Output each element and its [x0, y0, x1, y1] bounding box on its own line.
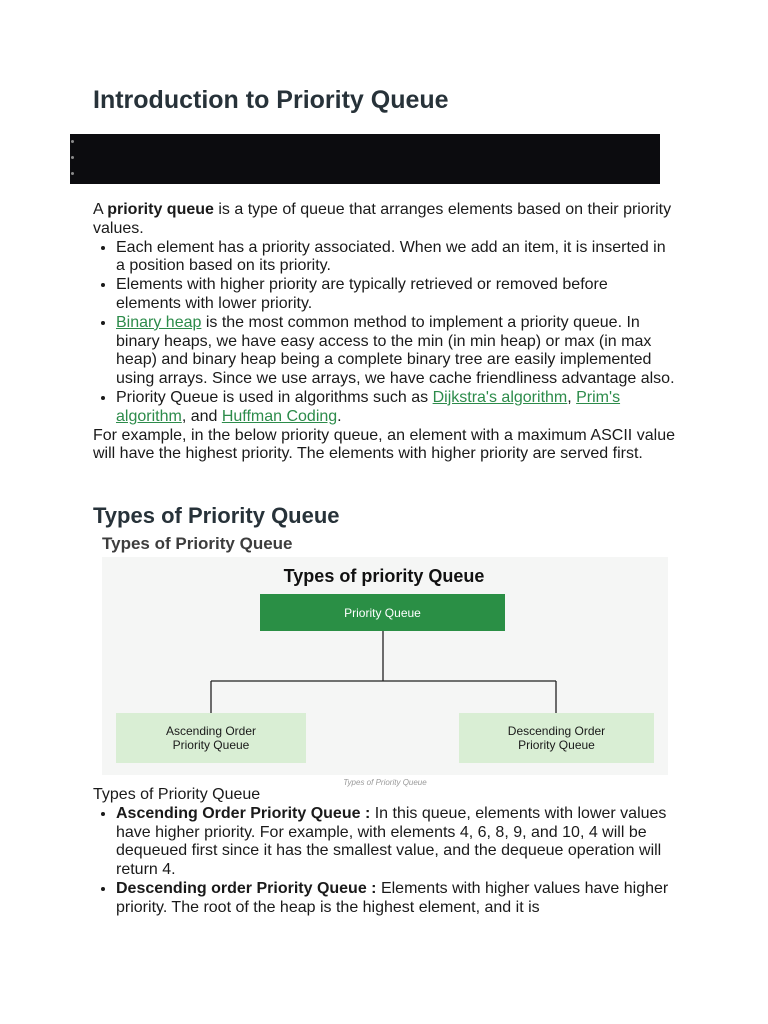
list-item	[116, 805, 675, 880]
article-body	[93, 201, 675, 464]
node-label: Priority Queue	[172, 738, 250, 752]
section-title: Types of Priority Queue	[93, 503, 340, 528]
separator: , and	[181, 407, 222, 425]
page-title: Introduction to Priority Queue	[93, 86, 449, 114]
ascending-label: Ascending Order Priority Queue :	[116, 804, 375, 822]
list-item-text: Priority Queue is used in algorithms such as	[116, 388, 433, 406]
prims-link[interactable]: Prim's algorithm	[116, 388, 621, 425]
figure-caption-top: Types of Priority Queue	[102, 534, 293, 553]
descending-node	[459, 713, 654, 763]
list-item	[116, 314, 675, 389]
list-item-text: Elements with higher values have higher priority. The root of the heap is the highest element, and it is	[116, 879, 669, 916]
list-item	[116, 880, 675, 918]
intro-paragraph	[93, 201, 675, 239]
node-label: Ascending Order	[165, 724, 257, 738]
list-item-text: Each element has a priority associated. When we add an item, it is inserted in a position based on its priority.	[116, 238, 666, 275]
binary-heap-link[interactable]: Binary heap	[116, 313, 202, 331]
separator: ,	[567, 388, 577, 406]
dijkstra-link[interactable]: Dijkstra's algorithm	[432, 388, 568, 406]
bullet-dot	[71, 172, 74, 175]
intro-suffix: is a type of queue that arranges elements based on their priority values.	[93, 201, 672, 237]
intro-bold-term: priority queue	[107, 201, 214, 218]
figure-caption: Types of Priority Queue	[93, 786, 261, 803]
types-list	[93, 805, 675, 918]
node-label: Priority Queue	[518, 738, 595, 752]
diagram-watermark-caption: Types of Priority Queue	[343, 778, 427, 787]
diagram-title: Types of priority Queue	[283, 566, 485, 586]
list-item	[116, 239, 675, 277]
example-paragraph: For example, in the below priority queue, an element with a maximum ASCII value will have the highest priority. The elements with higher priority are served first.	[93, 426, 675, 463]
bullet-dot	[71, 156, 74, 159]
list-item-text: In this queue, elements with lower values have higher priority. For example, with elements 4, 6, 8, 9, and 10, 4 will be dequeued first since it has the smallest value, and the dequeue operation will return 4.	[116, 804, 667, 879]
node-label: Descending Order	[507, 724, 606, 738]
types-diagram	[102, 557, 668, 787]
types-body	[93, 786, 675, 918]
black-banner	[70, 134, 660, 184]
root-node: Priority Queue	[260, 594, 505, 631]
list-item-text: is the most common method to implement a priority queue. In binary heaps, we have easy access to the min (in min heap) or max (in max heap) and binary heap being a complete binary tree are easily implemented using arrays. Since we use arrays, we have cache friendliness advantage also.	[116, 313, 675, 388]
bullet-dot	[71, 140, 74, 143]
descending-label: Descending order Priority Queue :	[116, 879, 381, 897]
separator: .	[337, 407, 342, 425]
intro-prefix: A	[93, 201, 108, 218]
list-item	[116, 276, 675, 314]
huffman-link[interactable]: Huffman Coding	[221, 407, 338, 425]
list-item-text: Elements with higher priority are typically retrieved or removed before elements with lower priority.	[116, 276, 608, 312]
features-list	[93, 239, 675, 427]
list-item	[116, 389, 675, 427]
ascending-node	[116, 713, 306, 763]
